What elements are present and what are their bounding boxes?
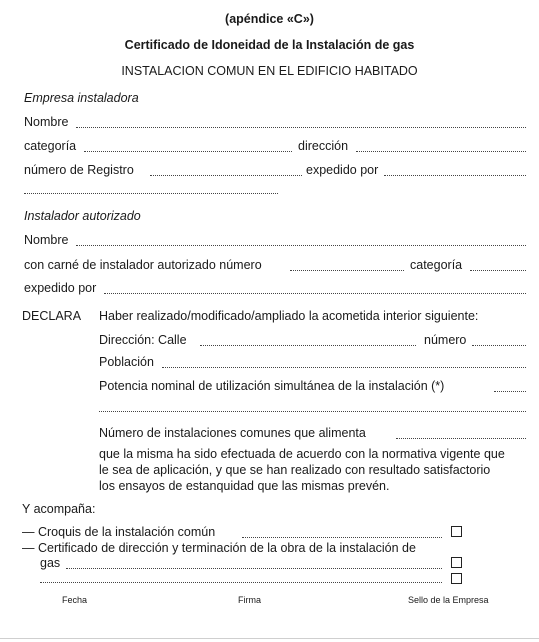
declara-instalaciones-label: Número de instalaciones comunes que alimenta bbox=[99, 426, 366, 440]
certificado-checkbox[interactable] bbox=[451, 557, 462, 568]
instalador-expedido-field[interactable] bbox=[104, 293, 526, 294]
empresa-registro-field[interactable] bbox=[150, 175, 302, 176]
certificate-subtitle: INSTALACION COMUN EN EL EDIFICIO HABITADO bbox=[121, 64, 418, 78]
acompana-certificado-dots bbox=[66, 568, 442, 569]
fecha-label: Fecha bbox=[62, 595, 88, 605]
declara-direccion-field[interactable] bbox=[200, 345, 416, 346]
declara-poblacion-field[interactable] bbox=[162, 367, 526, 368]
declara-label: DECLARA bbox=[22, 309, 82, 323]
empresa-categoria-label: categoría bbox=[24, 139, 77, 153]
croquis-checkbox[interactable] bbox=[451, 526, 462, 537]
empresa-nombre-label: Nombre bbox=[24, 115, 69, 129]
empresa-direccion-label: dirección bbox=[298, 139, 349, 153]
declara-numero-field[interactable] bbox=[472, 345, 526, 346]
instalador-carne-field[interactable] bbox=[290, 270, 404, 271]
empresa-expedido-field[interactable] bbox=[384, 175, 526, 176]
instalador-nombre-field[interactable] bbox=[76, 245, 526, 246]
empresa-expedido-label: expedido por bbox=[306, 163, 379, 177]
declara-numero-label: número bbox=[424, 333, 467, 347]
otro-checkbox[interactable] bbox=[451, 573, 462, 584]
certificate-title: Certificado de Idoneidad de la Instalación de gas bbox=[124, 38, 415, 52]
empresa-heading: Empresa instaladora bbox=[24, 91, 139, 105]
instalador-nombre-label: Nombre bbox=[24, 233, 69, 247]
empresa-direccion-field[interactable] bbox=[356, 151, 526, 152]
firma-label: Firma bbox=[238, 595, 261, 605]
acompana-certificado-label: — Certificado de dirección y terminación de la obra de la instalación de bbox=[22, 541, 416, 555]
instalador-expedido-label: expedido por bbox=[24, 281, 97, 295]
acompana-certificado-label-2: gas bbox=[40, 556, 61, 570]
sello-label: Sello de la Empresa bbox=[408, 595, 489, 605]
empresa-nombre-field[interactable] bbox=[76, 127, 526, 128]
declara-potencia-field[interactable] bbox=[494, 391, 526, 392]
declara-normativa-line-3: los ensayos de estanquidad que las mismas prevén. bbox=[99, 479, 390, 493]
instalador-heading: Instalador autorizado bbox=[24, 209, 141, 223]
empresa-registro-label: número de Registro bbox=[24, 163, 134, 177]
acompana-croquis-dots bbox=[242, 537, 442, 538]
declara-intro: Haber realizado/modificado/ampliado la acometida interior siguiente: bbox=[99, 309, 479, 323]
page-bottom-edge bbox=[0, 638, 539, 639]
declara-instalaciones-field[interactable] bbox=[396, 438, 526, 439]
acompana-label: Y acompaña: bbox=[22, 502, 96, 516]
instalador-categoria-label: categoría bbox=[410, 258, 463, 272]
acompana-croquis-label: — Croquis de la instalación común bbox=[22, 525, 216, 539]
instalador-categoria-field[interactable] bbox=[470, 270, 526, 271]
declara-normativa-line-2: le sea de aplicación, y que se han realizado con resultado satisfactorio bbox=[99, 463, 491, 477]
declara-direccion-label: Dirección: Calle bbox=[99, 333, 187, 347]
acompana-otro-field[interactable] bbox=[40, 582, 442, 583]
empresa-categoria-field[interactable] bbox=[84, 151, 292, 152]
declara-poblacion-label: Población bbox=[99, 355, 154, 369]
appendix-label: (apéndice «C») bbox=[225, 12, 314, 26]
declara-potencia-field-2[interactable] bbox=[99, 411, 526, 412]
declara-normativa-line-1: que la misma ha sido efectuada de acuerdo con la normativa vigente que bbox=[99, 447, 505, 461]
empresa-extra-field[interactable] bbox=[24, 193, 278, 194]
declara-potencia-label: Potencia nominal de utilización simultánea de la instalación (*) bbox=[99, 379, 445, 393]
instalador-carne-label: con carné de instalador autorizado número bbox=[24, 258, 262, 272]
